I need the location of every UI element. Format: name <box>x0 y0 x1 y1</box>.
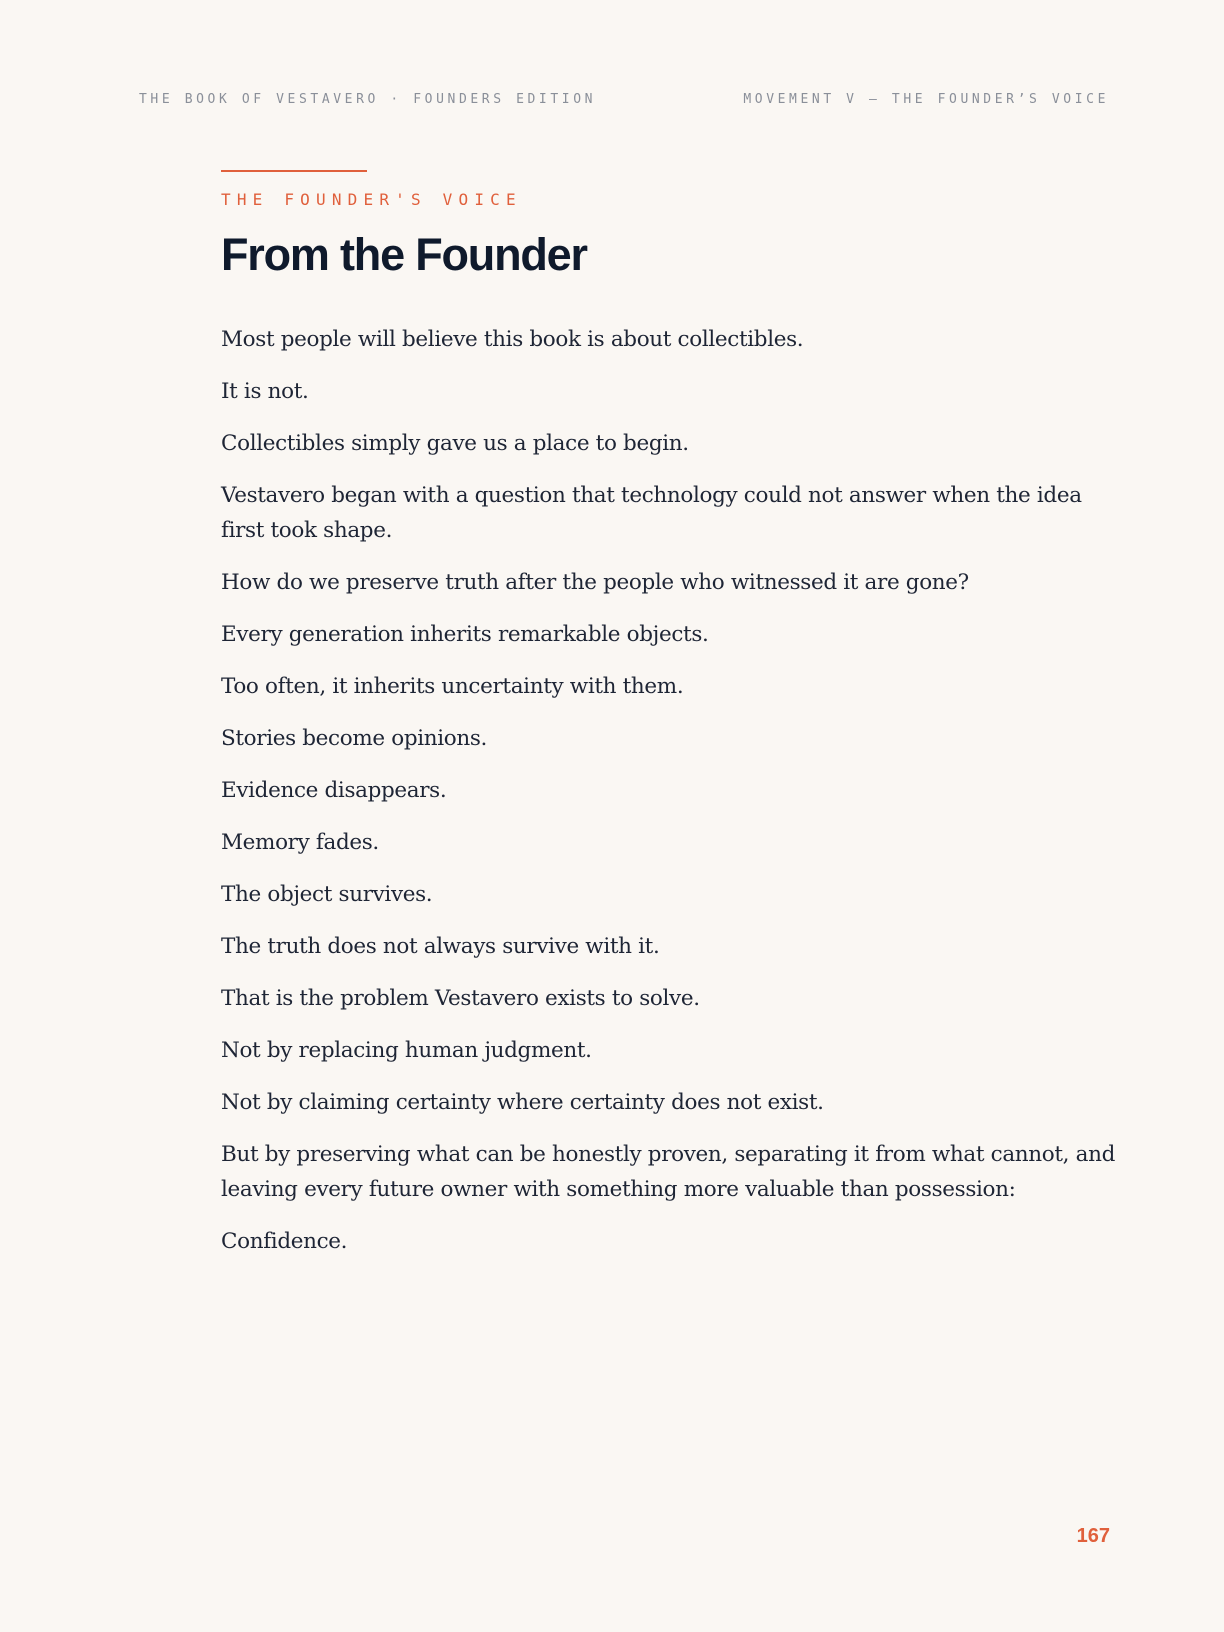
paragraph: Most people will believe this book is about collectibles. <box>221 326 804 352</box>
paragraph: Evidence disappears. <box>221 777 447 803</box>
running-head-movement: MOVEMENT V — THE FOUNDER’S VOICE <box>743 92 1109 107</box>
body-text <box>221 322 1121 1259</box>
founder-section <box>221 170 1121 1276</box>
accent-rule <box>221 170 367 172</box>
paragraph: Every generation inherits remarkable objects. <box>221 621 709 647</box>
paragraph: How do we preserve truth after the people who witnessed it are gone? <box>221 569 969 595</box>
page-title: From the Founder <box>221 229 587 280</box>
paragraph: Memory fades. <box>221 829 379 855</box>
paragraph: The object survives. <box>221 881 433 907</box>
paragraph: The truth does not always survive with it. <box>221 933 660 959</box>
paragraph: Confidence. <box>221 1228 348 1254</box>
paragraph: Not by claiming certainty where certainty does not exist. <box>221 1089 824 1115</box>
paragraph: Too often, it inherits uncertainty with them. <box>221 673 684 699</box>
running-head-book-title: THE BOOK OF VESTAVERO · FOUNDERS EDITION <box>139 92 597 107</box>
paragraph: Not by replacing human judgment. <box>221 1037 592 1063</box>
paragraph: Stories become opinions. <box>221 725 488 751</box>
page-number: 167 <box>1076 1525 1110 1547</box>
paragraph: That is the problem Vestavero exists to solve. <box>221 985 700 1011</box>
paragraph: Vestavero began with a question that technology could not answer when the idea first took shape. <box>221 482 1082 543</box>
section-eyebrow: THE FOUNDER'S VOICE <box>221 190 522 209</box>
paragraph: But by preserving what can be honestly proven, separating it from what cannot, and leaving every future owner with something more valuable than possession: <box>221 1141 1116 1202</box>
paragraph: Collectibles simply gave us a place to begin. <box>221 430 689 456</box>
paragraph: It is not. <box>221 378 309 404</box>
